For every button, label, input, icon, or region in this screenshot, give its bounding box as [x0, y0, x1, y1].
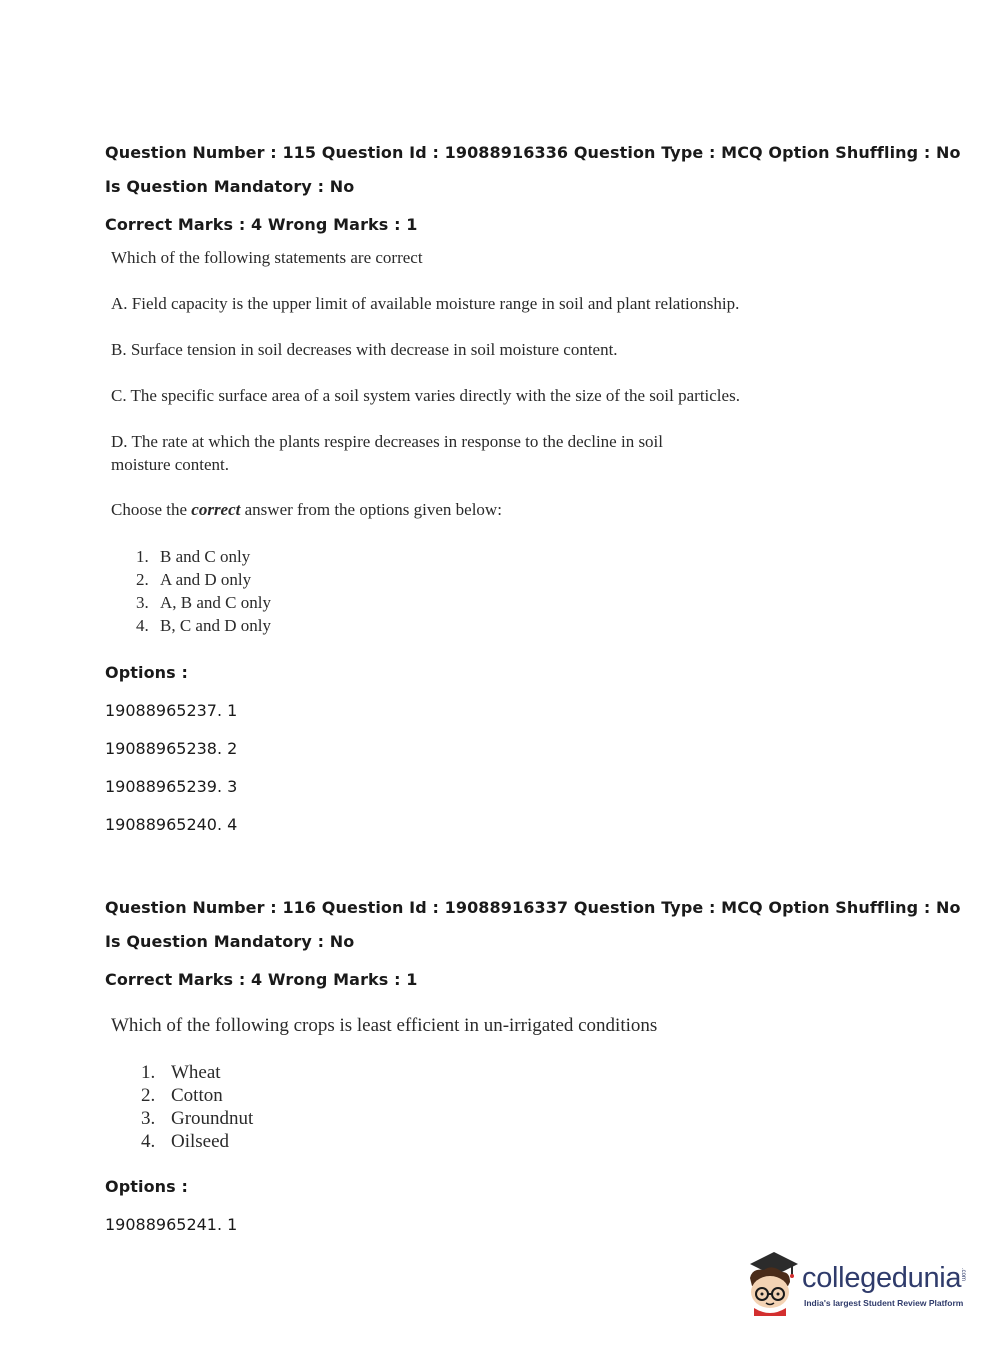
- q115-choice-list: [136, 545, 271, 637]
- q116-marks: Correct Marks : 4 Wrong Marks : 1: [105, 970, 418, 989]
- q115-statement-a: A. Field capacity is the upper limit of available moisture range in soil and plant relationship.: [111, 294, 740, 313]
- logo-tagline: India's largest Student Review Platform: [804, 1298, 964, 1308]
- q115-option-3: 19088965239. 3: [105, 777, 238, 796]
- q115-options-label: Options :: [105, 663, 188, 682]
- q116-header: Question Number : 116 Question Id : 19088916337 Question Type : MCQ Option Shuffling : No: [105, 898, 961, 917]
- q115-option-1: 19088965237. 1: [105, 701, 238, 720]
- collegedunia-logo: [742, 1250, 972, 1320]
- list-item: 3. Groundnut: [141, 1108, 254, 1129]
- q115-header: Question Number : 115 Question Id : 19088916336 Question Type : MCQ Option Shuffling : No: [105, 143, 961, 162]
- q115-statement-d: D. The rate at which the plants respire decreases in response to the decline in soil moisture content.: [111, 432, 664, 474]
- q116-option-1: 19088965241. 1: [105, 1215, 238, 1234]
- q115-statement-b: B. Surface tension in soil decreases with decrease in soil moisture content.: [111, 340, 618, 359]
- list-item: 3. A, B and C only: [136, 593, 271, 612]
- choose-text-pre: Choose the: [111, 500, 188, 519]
- list-item: 1. Wheat: [141, 1062, 221, 1083]
- list-item: 4. Oilseed: [141, 1131, 230, 1152]
- q115-choose-instruction: [111, 498, 502, 521]
- q116-mandatory: Is Question Mandatory : No: [105, 932, 355, 951]
- mascot-icon: [742, 1250, 802, 1320]
- choose-text-post: answer from the options given below:: [244, 500, 502, 519]
- q116-options-label: Options :: [105, 1177, 188, 1196]
- q115-statement-c: C. The specific surface area of a soil system varies directly with the size of the soil particles.: [111, 386, 740, 405]
- q115-option-2: 19088965238. 2: [105, 739, 238, 758]
- choose-text-emphasis: correct: [191, 500, 241, 519]
- q116-choice-list: [141, 1061, 253, 1153]
- q115-marks: Correct Marks : 4 Wrong Marks : 1: [105, 215, 418, 234]
- q115-mandatory: Is Question Mandatory : No: [105, 177, 355, 196]
- list-item: 4. B, C and D only: [136, 616, 271, 635]
- q115-prompt: Which of the following statements are correct: [111, 248, 423, 267]
- logo-suffix: .com: [960, 1268, 966, 1282]
- q115-option-4: 19088965240. 4: [105, 815, 238, 834]
- list-item: 2. Cotton: [141, 1085, 223, 1106]
- list-item: 1. B and C only: [136, 547, 251, 566]
- list-item: 2. A and D only: [136, 570, 252, 589]
- logo-wordmark: collegedunia: [802, 1262, 962, 1294]
- q116-prompt: Which of the following crops is least efficient in un-irrigated conditions: [111, 1015, 658, 1036]
